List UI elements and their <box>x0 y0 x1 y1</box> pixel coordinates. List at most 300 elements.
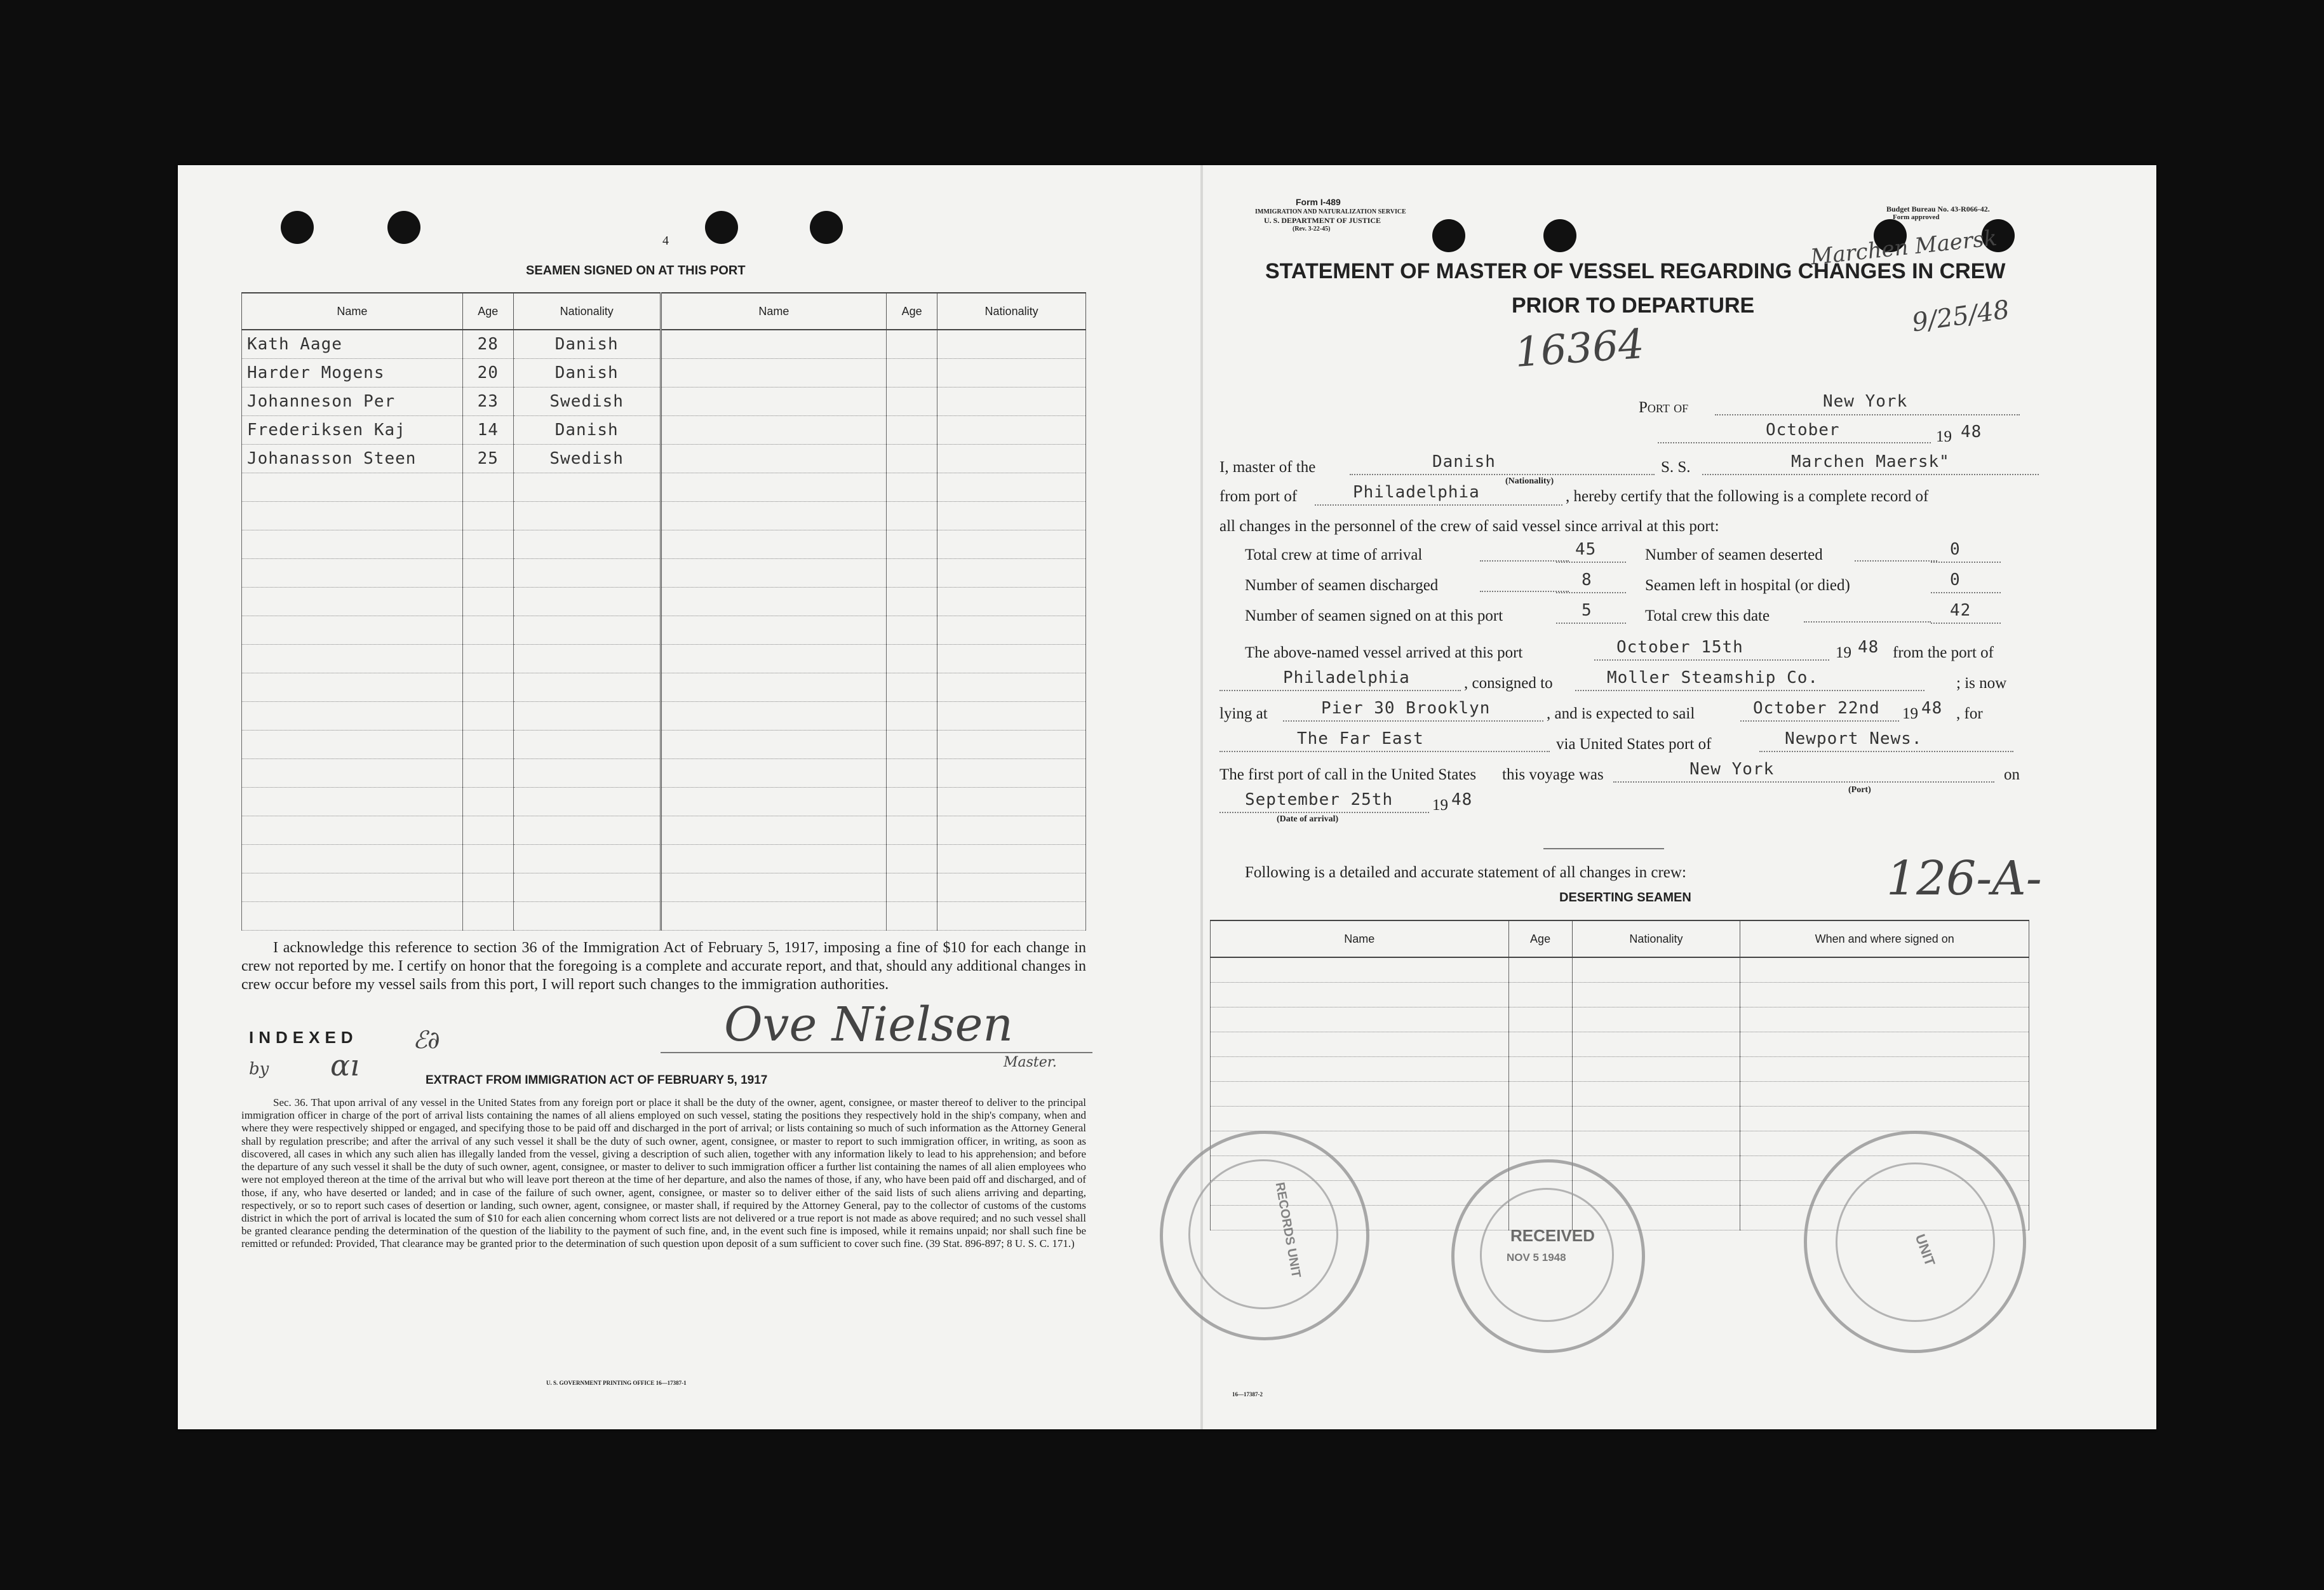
typed-entry: 25 <box>477 449 499 468</box>
empty-cell <box>1572 957 1740 983</box>
arrived-from: Philadelphia <box>1283 668 1410 687</box>
cell-nationality <box>513 473 661 502</box>
nationality-caption: (Nationality) <box>1505 476 1554 486</box>
table-row <box>1211 1107 2029 1131</box>
stamp-received-date: NOV 5 1948 <box>1507 1251 1566 1263</box>
stat-signed-value: 5 <box>1582 601 1592 620</box>
cell-name-2 <box>661 902 887 931</box>
file-number: 16364 <box>1513 320 1646 377</box>
arrived-line <box>1594 659 1829 661</box>
signed-table-body <box>242 330 1086 931</box>
certify-text: , hereby certify that the following is a complete record of <box>1566 488 1929 505</box>
port-caption: (Port) <box>1848 785 1871 795</box>
arrived-year-prefix: 19 <box>1836 644 1851 661</box>
cell-nationality-2 <box>937 559 1086 588</box>
month-line <box>1658 442 1931 443</box>
right-printer-line: 16—17387-2 <box>1232 1391 1263 1398</box>
cell-age-2 <box>887 788 937 816</box>
cell-name-2 <box>661 502 887 530</box>
consignee: Moller Steamship Co. <box>1607 668 1819 687</box>
seamen-signed-table <box>241 292 1086 931</box>
table-row <box>242 530 1086 559</box>
cell-age-2 <box>887 902 937 931</box>
master-of-the-label: I, master of the <box>1219 459 1316 476</box>
col-header-nationality-2: Nationality <box>937 293 1086 330</box>
cell-age <box>462 588 513 616</box>
cell-nationality-2 <box>937 588 1086 616</box>
sail-year-prefix: 19 <box>1902 705 1918 722</box>
agency-line-1: IMMIGRATION AND NATURALIZATION SERVICE <box>1255 208 1406 215</box>
via-port-line <box>1759 751 2013 752</box>
table-row <box>242 502 1086 530</box>
cell-nationality <box>513 873 661 902</box>
consigned-label: , consigned to <box>1464 675 1553 692</box>
typed-entry: Danish <box>554 363 619 382</box>
empty-cell <box>1572 1131 1740 1156</box>
acknowledgement-text: I acknowledge this reference to section 36 of the Immigration Act of February 5, 1917, imposing a fine of $10 for each change in crew not reported by me. I certify on honor that the foregoing is a complete and accurate report, and that, should any additional changes in crew occur before my vessel sails from this port, I will report such changes to the immigration authorities. <box>241 940 1086 993</box>
cell-name-2 <box>661 416 887 445</box>
cell-age <box>462 702 513 731</box>
cell-name-2 <box>661 816 887 845</box>
cell-nationality <box>513 330 661 359</box>
lying-at-value: Pier 30 Brooklyn <box>1321 699 1491 718</box>
col-header-name: Name <box>242 293 463 330</box>
stat-dots <box>1480 560 1569 562</box>
cell-nationality <box>513 673 661 702</box>
sail-year: 48 <box>1921 699 1943 718</box>
lying-at-line <box>1283 720 1543 722</box>
cell-name-2 <box>661 387 887 416</box>
col-header-age: Age <box>462 293 513 330</box>
from-the-port-of: from the port of <box>1893 644 1994 661</box>
cell-name <box>242 359 463 387</box>
punch-hole <box>1432 219 1465 252</box>
first-port: New York <box>1689 760 1775 779</box>
typed-entry: Kath Aage <box>247 335 342 354</box>
form-approved: Form approved <box>1893 213 1940 221</box>
punch-hole <box>387 211 420 244</box>
cell-nationality-2 <box>937 788 1086 816</box>
cell-name <box>242 788 463 816</box>
cell-nationality-2 <box>937 902 1086 931</box>
typed-entry: Johanasson Steen <box>247 449 417 468</box>
empty-cell <box>1211 1107 1509 1131</box>
typed-entry: Swedish <box>549 392 624 411</box>
stat-line <box>1931 623 2001 624</box>
table-row <box>242 731 1086 759</box>
empty-cell <box>1572 1032 1740 1057</box>
punch-hole <box>810 211 843 244</box>
cell-age-2 <box>887 416 937 445</box>
for-label: , for <box>1956 705 1983 722</box>
table-row <box>242 759 1086 788</box>
empty-cell <box>1572 1082 1740 1107</box>
typed-entry: Frederiksen Kaj <box>247 421 406 440</box>
cell-nationality <box>513 445 661 473</box>
destination: The Far East <box>1297 729 1424 748</box>
sail-date: October 22nd <box>1753 699 1880 718</box>
typed-entry: Harder Mogens <box>247 363 385 382</box>
typed-entry: Danish <box>554 335 619 354</box>
table-row <box>242 473 1086 502</box>
form-title-2: PRIOR TO DEPARTURE <box>1512 293 1755 318</box>
empty-cell <box>1211 1082 1509 1107</box>
first-port-line <box>1613 781 1994 783</box>
cell-age-2 <box>887 359 937 387</box>
month-value: October <box>1766 421 1840 440</box>
typed-entry: Danish <box>554 421 619 440</box>
table-row <box>1211 1057 2029 1082</box>
cell-age-2 <box>887 873 937 902</box>
desert-header-name: Name <box>1211 920 1509 957</box>
cell-name <box>242 588 463 616</box>
cell-age <box>462 559 513 588</box>
punch-hole <box>281 211 314 244</box>
empty-cell <box>1740 1032 2029 1057</box>
stat-dots <box>1480 591 1569 592</box>
first-year: 48 <box>1451 790 1473 809</box>
cell-nationality <box>513 816 661 845</box>
cell-name <box>242 416 463 445</box>
stat-signed-label: Number of seamen signed on at this port <box>1245 607 1503 624</box>
table-header-row <box>1211 920 2029 957</box>
cell-name <box>242 873 463 902</box>
cell-age <box>462 359 513 387</box>
desert-header-signed-on: When and where signed on <box>1740 920 2029 957</box>
cell-nationality <box>513 559 661 588</box>
cell-nationality <box>513 902 661 931</box>
empty-cell <box>1211 957 1509 983</box>
cell-age <box>462 502 513 530</box>
cell-age-2 <box>887 616 937 645</box>
cell-age <box>462 873 513 902</box>
vessel-name: Marchen Maersk" <box>1791 452 1950 471</box>
typed-entry: Johanneson Per <box>247 392 396 411</box>
col-header-nationality: Nationality <box>513 293 661 330</box>
ss-label: S. S. <box>1661 459 1691 476</box>
table-header-row <box>242 293 1086 330</box>
table-row <box>242 788 1086 816</box>
cell-name <box>242 902 463 931</box>
cell-name <box>242 445 463 473</box>
cell-name <box>242 702 463 731</box>
from-port-label: from port of <box>1219 488 1298 505</box>
table-row <box>242 616 1086 645</box>
stat-line <box>1931 562 2001 563</box>
handwritten-date: 9/25/48 <box>1910 295 2012 338</box>
page-number: 4 <box>662 234 669 248</box>
cell-age <box>462 845 513 873</box>
cell-name-2 <box>661 616 887 645</box>
stat-line <box>1556 592 1626 593</box>
cell-age-2 <box>887 645 937 673</box>
cell-age <box>462 673 513 702</box>
table-row <box>242 416 1086 445</box>
by-label: by <box>249 1060 269 1079</box>
stat-deserted-value: 0 <box>1950 540 1961 559</box>
table-row <box>242 559 1086 588</box>
cell-nationality-2 <box>937 845 1086 873</box>
cell-nationality <box>513 416 661 445</box>
cell-age <box>462 416 513 445</box>
stat-line <box>1556 562 1626 563</box>
punch-hole <box>705 211 738 244</box>
arrived-date: October 15th <box>1616 638 1743 657</box>
desert-header-nationality: Nationality <box>1572 920 1740 957</box>
cell-nationality-2 <box>937 702 1086 731</box>
master-label: Master. <box>1004 1054 1057 1070</box>
cell-name-2 <box>661 731 887 759</box>
following-text: Following is a detailed and accurate statement of all changes in crew: <box>1245 864 1686 881</box>
first-date: September 25th <box>1245 790 1394 809</box>
cell-age-2 <box>887 330 937 359</box>
punch-hole <box>1543 219 1576 252</box>
cell-nationality <box>513 502 661 530</box>
is-now: ; is now <box>1956 675 2007 692</box>
empty-cell <box>1211 1057 1509 1082</box>
empty-cell <box>1508 1082 1572 1107</box>
arrived-from-line <box>1219 690 1461 691</box>
document-sheet <box>178 165 2156 1429</box>
cell-nationality <box>513 702 661 731</box>
cell-nationality <box>513 645 661 673</box>
table-row <box>242 873 1086 902</box>
destination-line <box>1219 751 1550 752</box>
cell-age <box>462 387 513 416</box>
cell-nationality <box>513 387 661 416</box>
cell-age-2 <box>887 588 937 616</box>
cell-name-2 <box>661 473 887 502</box>
empty-cell <box>1508 1057 1572 1082</box>
port-value: New York <box>1823 392 1908 411</box>
cell-name-2 <box>661 873 887 902</box>
empty-cell <box>1508 1032 1572 1057</box>
cell-age <box>462 816 513 845</box>
cell-age-2 <box>887 731 937 759</box>
stamp-received-text: RECEIVED <box>1510 1226 1595 1245</box>
expected-label: , and is expected to sail <box>1547 705 1695 722</box>
stat-hospital-label: Seamen left in hospital (or died) <box>1645 577 1850 594</box>
desert-header-age: Age <box>1508 920 1572 957</box>
unit-stamp <box>1804 1131 2026 1353</box>
cell-name <box>242 530 463 559</box>
table-row <box>242 702 1086 731</box>
date-caption: (Date of arrival) <box>1277 814 1339 824</box>
cell-age <box>462 445 513 473</box>
form-title-1: STATEMENT OF MASTER OF VESSEL REGARDING CHANGES IN CREW <box>1265 259 2006 283</box>
port-line <box>1715 414 2020 415</box>
cell-age <box>462 759 513 788</box>
stat-discharged-value: 8 <box>1582 570 1592 590</box>
empty-cell <box>1211 1007 1509 1032</box>
nationality-line <box>1350 474 1655 475</box>
cell-name <box>242 616 463 645</box>
cell-name <box>242 502 463 530</box>
empty-cell <box>1740 1007 2029 1032</box>
table-row <box>242 673 1086 702</box>
port-label: Port of <box>1639 399 1689 416</box>
empty-cell <box>1508 1107 1572 1131</box>
revision-date: (Rev. 3-22-45) <box>1293 226 1331 232</box>
deserting-title: DESERTING SEAMEN <box>1559 891 1691 905</box>
stat-line <box>1556 623 1626 624</box>
cell-age <box>462 530 513 559</box>
table-row <box>242 588 1086 616</box>
indexed-initials: ɑı <box>330 1048 359 1082</box>
cell-name-2 <box>661 359 887 387</box>
cell-name <box>242 559 463 588</box>
cell-nationality <box>513 788 661 816</box>
cell-nationality-2 <box>937 616 1086 645</box>
cell-name-2 <box>661 702 887 731</box>
stat-discharged-label: Number of seamen discharged <box>1245 577 1439 594</box>
cell-name-2 <box>661 330 887 359</box>
form-number: Form I-489 <box>1296 197 1341 207</box>
cell-age-2 <box>887 502 937 530</box>
stamp-text: RECORDS UNIT <box>1272 1181 1303 1279</box>
first-year-prefix: 19 <box>1432 797 1448 814</box>
table-row <box>242 845 1086 873</box>
typed-entry: 20 <box>477 363 499 382</box>
cell-name <box>242 645 463 673</box>
cell-name-2 <box>661 530 887 559</box>
empty-cell <box>1740 1057 2029 1082</box>
cell-nationality <box>513 530 661 559</box>
cell-name <box>242 473 463 502</box>
handwritten-reference: 126-A- <box>1886 851 2042 906</box>
first-port-label: The first port of call in the United States <box>1219 766 1477 783</box>
empty-cell <box>1572 1107 1740 1131</box>
master-signature: Ove Nielsen <box>724 997 1014 1052</box>
year-prefix: 19 <box>1936 428 1952 445</box>
cell-name <box>242 845 463 873</box>
budget-bureau-no: Budget Bureau No. 43-R066-42. <box>1886 205 1990 213</box>
cell-nationality-2 <box>937 530 1086 559</box>
stat-dots <box>1804 621 1931 623</box>
table-row <box>242 645 1086 673</box>
empty-cell <box>1211 1032 1509 1057</box>
lying-at-label: lying at <box>1219 705 1268 722</box>
empty-cell <box>1211 983 1509 1007</box>
cell-nationality-2 <box>937 445 1086 473</box>
cell-nationality-2 <box>937 759 1086 788</box>
typed-entry: 14 <box>477 421 499 440</box>
typed-entry: 28 <box>477 335 499 354</box>
arrived-year: 48 <box>1858 638 1879 657</box>
col-header-name-2: Name <box>661 293 887 330</box>
left-printer-line: U. S. GOVERNMENT PRINTING OFFICE 16—17387-1 <box>546 1380 687 1386</box>
on-label: on <box>2004 766 2020 783</box>
stat-deserted-label: Number of seamen deserted <box>1645 546 1823 563</box>
vessel-line <box>1702 474 2039 475</box>
empty-cell <box>1508 957 1572 983</box>
cell-nationality-2 <box>937 673 1086 702</box>
table-row <box>1211 1032 2029 1057</box>
table-row <box>242 330 1086 359</box>
cell-age <box>462 731 513 759</box>
table-row <box>1211 983 2029 1007</box>
nationality-value: Danish <box>1432 452 1496 471</box>
from-port-value: Philadelphia <box>1353 483 1480 502</box>
cell-age-2 <box>887 473 937 502</box>
table-row <box>242 359 1086 387</box>
cell-nationality-2 <box>937 416 1086 445</box>
cell-name-2 <box>661 588 887 616</box>
empty-cell <box>1740 1107 2029 1131</box>
cell-name <box>242 731 463 759</box>
stat-dots <box>1855 560 1937 562</box>
first-date-line <box>1219 812 1429 813</box>
cell-age-2 <box>887 530 937 559</box>
cell-name <box>242 387 463 416</box>
cell-age-2 <box>887 759 937 788</box>
cell-name-2 <box>661 788 887 816</box>
cell-age-2 <box>887 816 937 845</box>
cell-age-2 <box>887 702 937 731</box>
cell-nationality-2 <box>937 359 1086 387</box>
handwritten-vessel-name: Marchen Maersk <box>1809 225 1998 271</box>
empty-cell <box>1572 1057 1740 1082</box>
cell-age <box>462 788 513 816</box>
cell-nationality-2 <box>937 330 1086 359</box>
empty-cell <box>1572 1007 1740 1032</box>
empty-cell <box>1740 983 2029 1007</box>
cell-nationality-2 <box>937 816 1086 845</box>
cell-nationality <box>513 845 661 873</box>
cell-age <box>462 645 513 673</box>
cell-name <box>242 816 463 845</box>
cell-name-2 <box>661 645 887 673</box>
arrived-label: The above-named vessel arrived at this port <box>1245 644 1523 661</box>
empty-cell <box>1572 983 1740 1007</box>
cell-age <box>462 330 513 359</box>
year-value: 48 <box>1961 422 1982 441</box>
records-unit-stamp <box>1160 1131 1369 1340</box>
cell-nationality <box>513 616 661 645</box>
table-row <box>1211 957 2029 983</box>
sail-date-line <box>1740 720 1899 722</box>
cell-name <box>242 759 463 788</box>
separator-rule <box>1543 848 1664 849</box>
cell-age-2 <box>887 445 937 473</box>
cell-age <box>462 902 513 931</box>
cell-nationality <box>513 759 661 788</box>
cell-name <box>242 673 463 702</box>
cell-nationality-2 <box>937 473 1086 502</box>
stat-total-date-label: Total crew this date <box>1645 607 1770 624</box>
table-row <box>1211 1082 2029 1107</box>
cell-nationality-2 <box>937 387 1086 416</box>
via-label: via United States port of <box>1556 736 1712 753</box>
agency-line-2: U. S. DEPARTMENT OF JUSTICE <box>1264 216 1381 225</box>
consignee-line <box>1575 690 1924 691</box>
cell-nationality-2 <box>937 502 1086 530</box>
cell-nationality-2 <box>937 731 1086 759</box>
typed-entry: 23 <box>477 392 499 411</box>
cell-age-2 <box>887 387 937 416</box>
table-row <box>242 816 1086 845</box>
cell-age-2 <box>887 845 937 873</box>
cell-name-2 <box>661 445 887 473</box>
cell-name-2 <box>661 673 887 702</box>
received-stamp <box>1451 1159 1645 1353</box>
cell-name <box>242 330 463 359</box>
handwritten-mark: ℰ∂ <box>413 1026 440 1054</box>
cell-nationality-2 <box>937 645 1086 673</box>
stat-line <box>1931 592 2001 593</box>
cell-name-2 <box>661 759 887 788</box>
table-row <box>1211 1007 2029 1032</box>
